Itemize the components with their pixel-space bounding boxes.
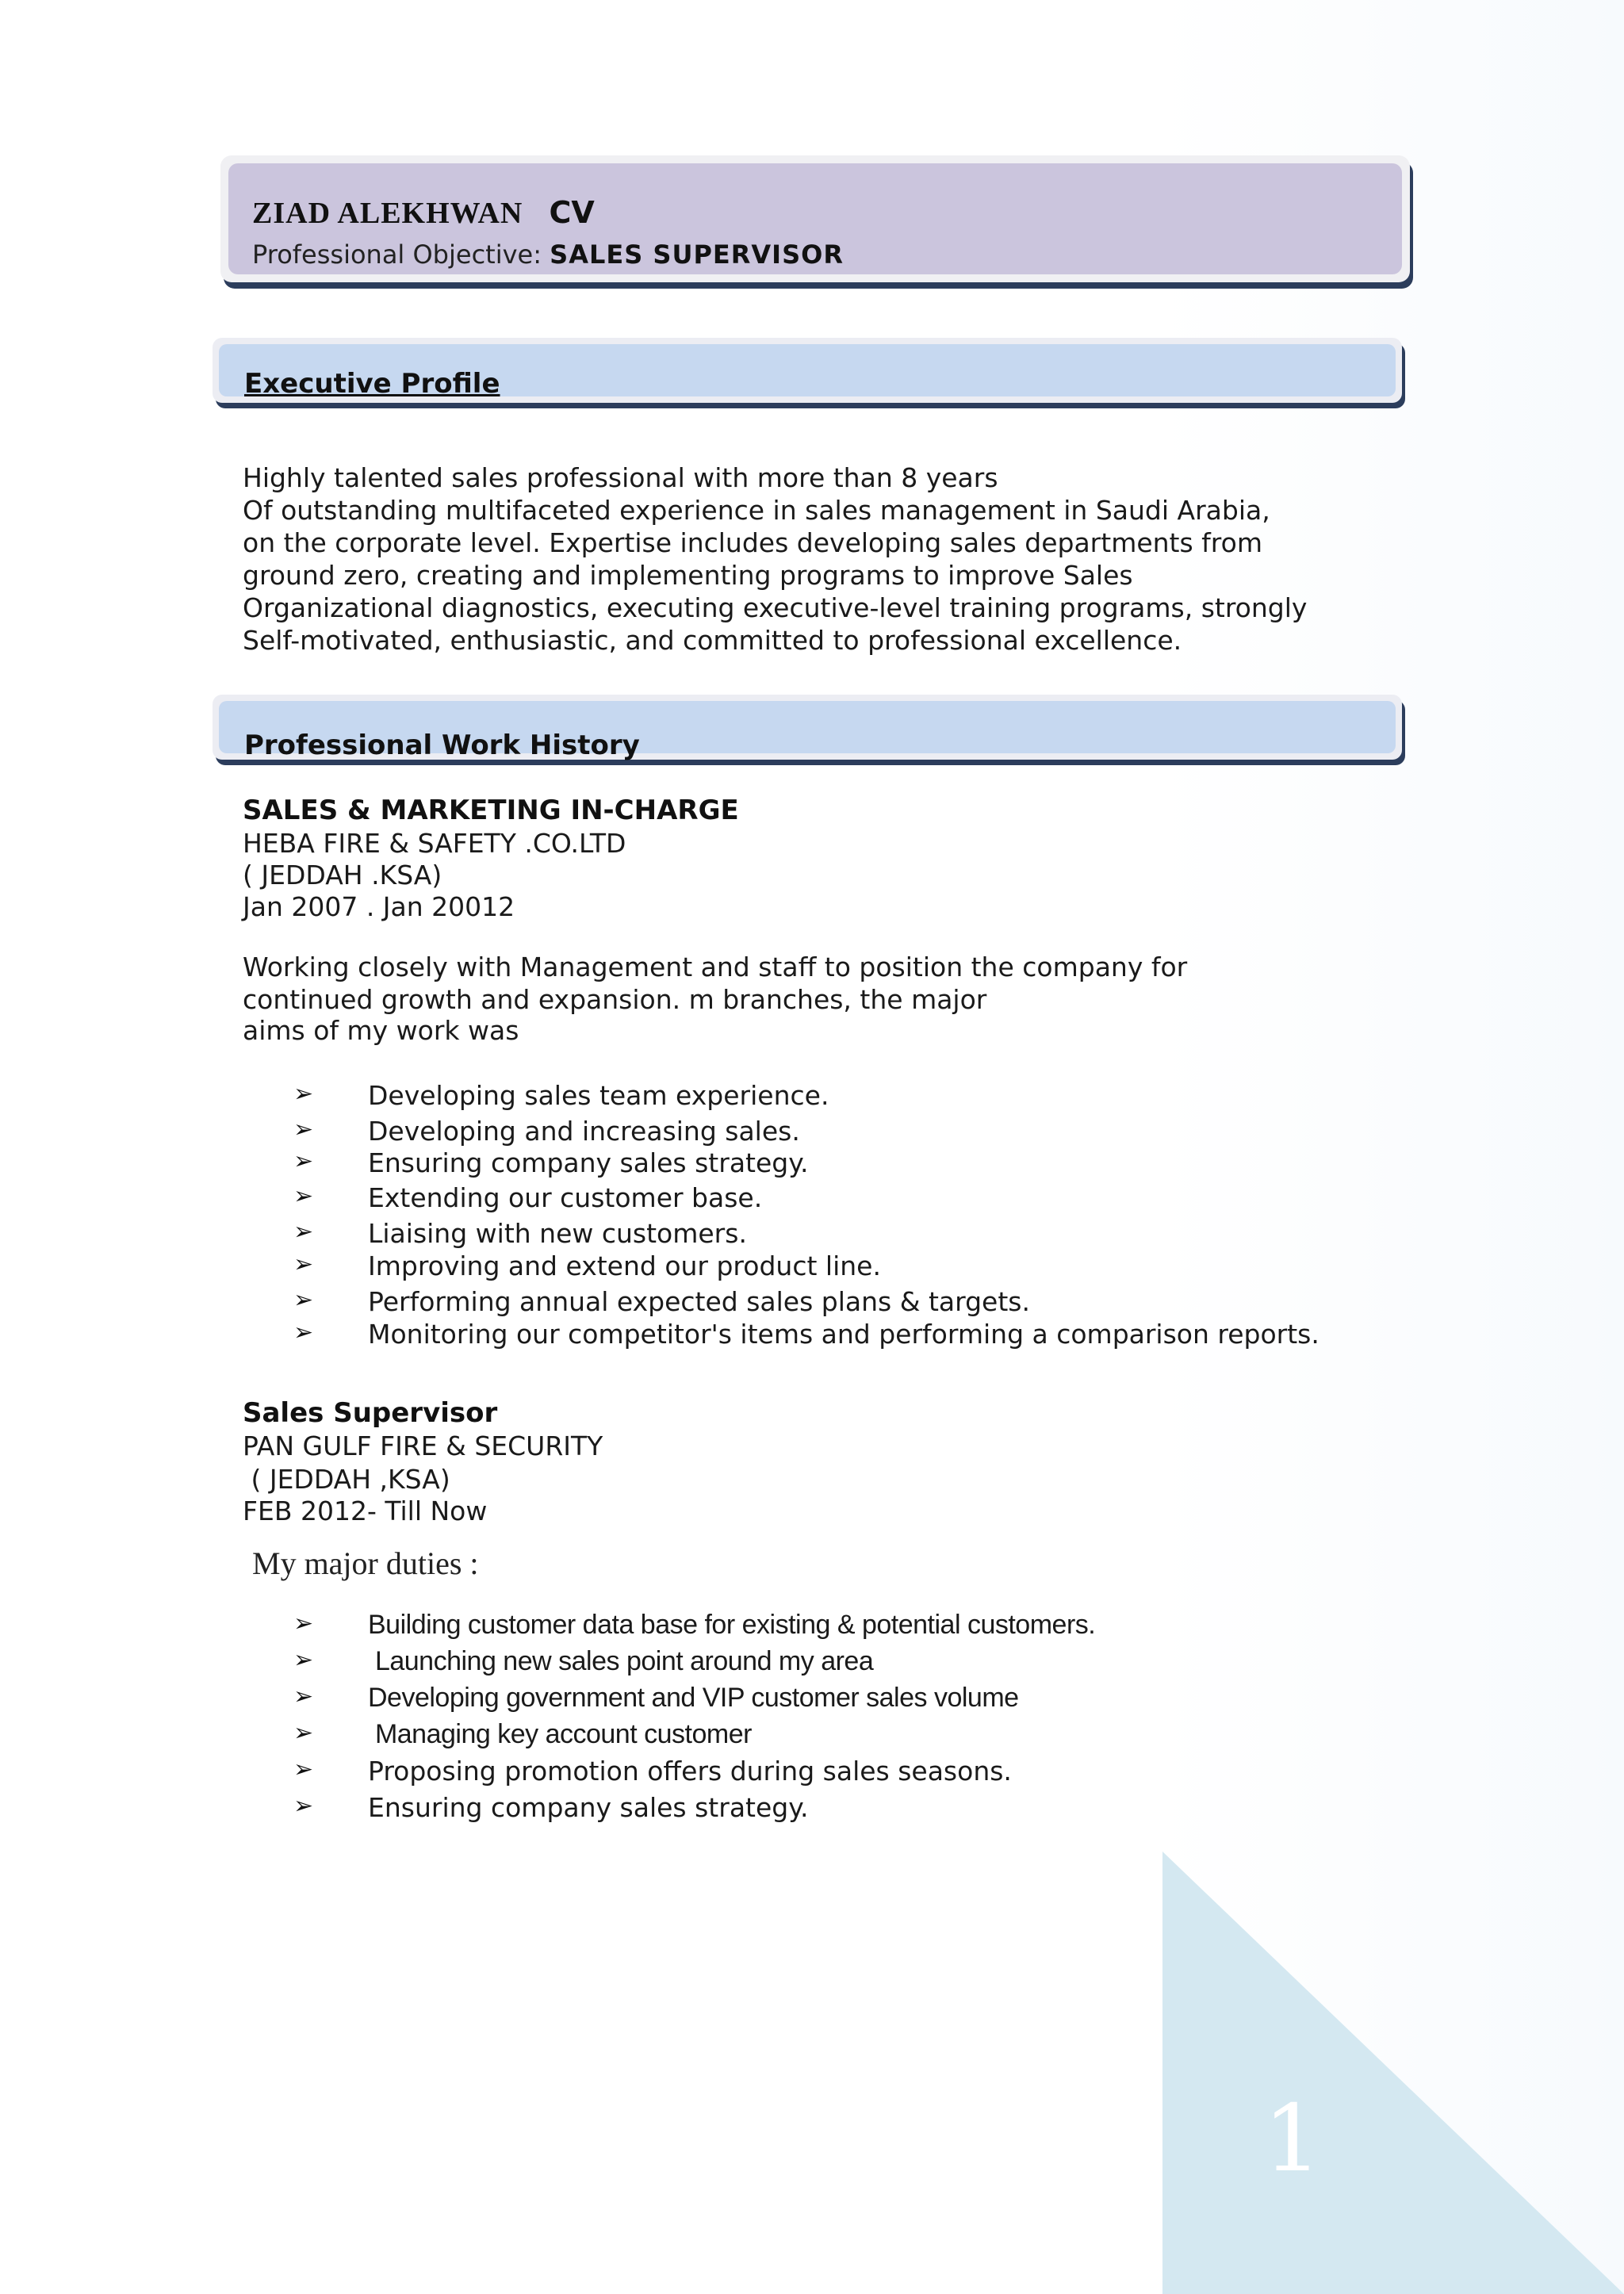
job1-dates: Jan 2007 . Jan 20012 — [243, 891, 515, 922]
job1-description-line: aims of my work was — [243, 1015, 519, 1046]
executive-profile-bar — [213, 338, 1402, 403]
arrow-bullet-icon: ➢ — [293, 1719, 314, 1747]
profile-line: Of outstanding multifaceted experience in sales management in Saudi Arabia, — [243, 495, 1270, 526]
page-number: 1 — [1263, 2085, 1322, 2193]
arrow-bullet-icon: ➢ — [293, 1116, 314, 1143]
job1-description-line: continued growth and expansion. m branches, the major — [243, 984, 987, 1015]
profile-line: ground zero, creating and implementing programs to improve Sales — [243, 560, 1133, 591]
job1-title: SALES & MARKETING IN-CHARGE — [243, 795, 739, 826]
job1-description-line: Working closely with Management and staff to position the company for — [243, 952, 1188, 982]
name-line — [252, 195, 595, 231]
arrow-bullet-icon: ➢ — [293, 1319, 314, 1346]
candidate-name: ZIAD ALEKHWAN — [252, 197, 523, 230]
job2-dates: FEB 2012- Till Now — [243, 1496, 488, 1526]
arrow-bullet-icon: ➢ — [293, 1610, 314, 1637]
job2-location: ( JEDDAH ,KSA) — [243, 1464, 450, 1495]
job1-description — [243, 952, 1187, 1046]
arrow-bullet-icon: ➢ — [293, 1792, 314, 1820]
profile-line: Organizational diagnostics, executing executive-level training programs, strongly — [243, 592, 1308, 623]
job1-location: ( JEDDAH .KSA) — [243, 860, 442, 890]
duties-heading: My major duties : — [252, 1545, 479, 1581]
arrow-bullet-icon: ➢ — [293, 1080, 314, 1108]
arrow-bullet-icon: ➢ — [293, 1756, 314, 1783]
work-history-title: Professional Work History — [244, 730, 640, 761]
header-inner — [228, 163, 1402, 274]
objective-line — [252, 239, 844, 270]
arrow-bullet-icon: ➢ — [293, 1250, 314, 1278]
arrow-bullet-icon: ➢ — [293, 1218, 314, 1246]
work-history-bar — [213, 695, 1402, 760]
arrow-bullet-icon: ➢ — [293, 1182, 314, 1210]
cv-label: CV — [549, 195, 595, 230]
header-box — [220, 155, 1410, 282]
job2-title: Sales Supervisor — [243, 1397, 498, 1429]
arrow-bullet-icon: ➢ — [293, 1683, 314, 1710]
arrow-bullet-icon: ➢ — [293, 1646, 314, 1674]
profile-line: Highly talented sales professional with more than 8 years — [243, 462, 998, 493]
profile-line: on the corporate level. Expertise includes developing sales departments from — [243, 527, 1262, 558]
executive-profile-title: Executive Profile — [244, 368, 500, 400]
job1-company: HEBA FIRE & SAFETY .CO.LTD — [243, 828, 626, 859]
arrow-bullet-icon: ➢ — [293, 1286, 314, 1314]
job2-company: PAN GULF FIRE & SECURITY — [243, 1430, 603, 1461]
profile-line: Self-motivated, enthusiastic, and committed to professional excellence. — [243, 625, 1182, 656]
arrow-bullet-icon: ➢ — [293, 1147, 314, 1175]
objective-label: Professional Objective: — [252, 239, 542, 270]
executive-profile-text — [243, 461, 1307, 657]
objective-value: SALES SUPERVISOR — [550, 239, 844, 270]
